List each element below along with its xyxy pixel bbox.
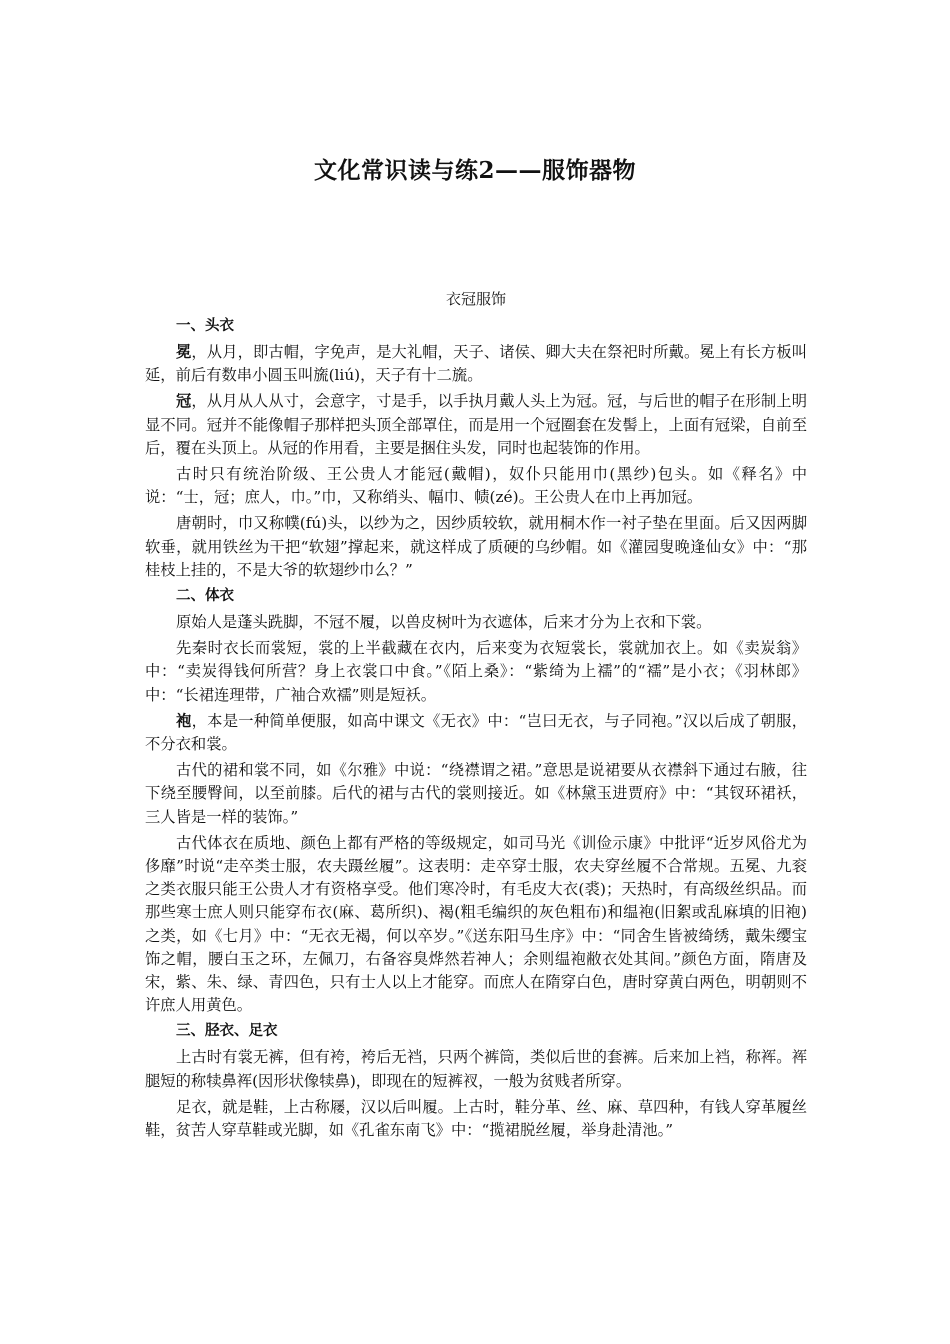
- paragraph-shoes: 足衣，就是鞋，上古称屦，汉以后叫履。上古时，鞋分革、丝、麻、草四种，有钱人穿革履丝鞋，贫苦人穿草鞋或光脚，如《孔雀东南飞》中：“揽裙脱丝履，举身赴清池。”: [145, 1097, 807, 1140]
- heading-body-wear: 二、体衣: [176, 588, 234, 605]
- paragraph-text: ，本是一种简单便服，如高中课文《无衣》中：“岂曰无衣，与子同袍。”汉以后成了朝服，不分衣和裳。: [145, 711, 807, 754]
- heading-head-wear: 一、头衣: [176, 318, 234, 334]
- document-body: [145, 288, 807, 1145]
- term-pao: 袍: [176, 711, 192, 730]
- paragraph-text: ，从月从人从寸，会意字，寸是手，以手执月戴人头上为冠。冠，与后世的帽子在形制上明显不同。冠并不能像帽子那样把头顶全部罩住，而是用一个冠圈套在发髻上，上面有冠梁，自前至后，覆在头顶上。从冠的作用看，主要是捆住头发，同时也起装饰的作用。: [145, 392, 807, 457]
- paragraph-pao: [145, 710, 807, 756]
- paragraph-text: ，从月，即古帽，字免声，是大礼帽，天子、诸侯、卿大夫在祭祀时所戴。冕上有长方板叫延，前后有数串小圆玉叫旒(liú)，天子有十二旒。: [145, 343, 807, 385]
- heading-leg-foot-wear: 三、胫衣、足衣: [176, 1023, 278, 1040]
- paragraph-mian: [145, 341, 807, 387]
- paragraph-rank: 古代体衣在质地、颜色上都有严格的等级规定，如司马光《训俭示康》中批评“近岁风俗尤为侈靡”时说“走卒类士服，农夫蹑丝履”。这表明：走卒穿士服，农夫穿丝履不合常规。五冕、九衮之类衣服只能王公贵人才有资格享受。他们寒冷时，有毛皮大衣(裘)；天热时，有高级丝织品。而那些寒士庶人则只能穿布衣(麻、葛所织)、褐(粗毛编织的灰色粗布)和缊袍(旧絮或乱麻填的旧袍)之类，如《七月》中：“无衣无褐，何以卒岁。”《送东阳马生序》中：“同舍生皆被绮绣，戴朱缨宝饰之帽，腰白玉之环，左佩刀，右备容臭烨然若神人；余则缊袍敝衣处其间。”颜色方面，隋唐及宋，紫、朱、绿、青四色，只有士人以上才能穿。而庶人在隋穿白色，唐时穿黄白两色，明朝则不许庶人用黄色。: [145, 833, 807, 1015]
- paragraph-primitive: 原始人是蓬头跣脚，不冠不履，以兽皮树叶为衣遮体，后来才分为上衣和下裳。: [176, 613, 712, 632]
- page-title: 文化常识读与练2——服饰器物: [313, 157, 636, 184]
- paragraph-guan: [145, 390, 807, 460]
- paragraph-qun: 古代的裙和裳不同，如《尔雅》中说：“绕襟谓之裙。”意思是说裙要从衣襟斜下通过右腋，往下绕至腰臀间，以至前膝。后代的裙与古代的裳则接近。如《林黛玉进贾府》中：“其钗环裙袄，三人皆是一样的装饰。”: [145, 761, 807, 826]
- term-mian: 冕: [176, 343, 192, 361]
- paragraph-futou: 唐朝时，巾又称幞(fú)头，以纱为之，因纱质较软，就用桐木作一衬子垫在里面。后又因两脚软垂，就用铁丝为干把“软翅”撑起来，就这样成了质硬的乌纱帽。如《灌园叟晚逢仙女》中：“那桂枝上挂的，不是大爷的软翅纱巾么？”: [145, 514, 807, 579]
- paragraph-jin: 古时只有统治阶级、王公贵人才能冠(戴帽)，奴仆只能用巾(黑纱)包头。如《释名》中说：“士，冠；庶人，巾。”巾，又称绡头、幅巾、帻(zé)。王公贵人在巾上再加冠。: [145, 465, 807, 507]
- paragraph-yi-shang: 先秦时衣长而裳短，裳的上半截藏在衣内，后来变为衣短裳长，裳就加衣上。如《卖炭翁》中：“卖炭得钱何所营？身上衣裳口中食。”《陌上桑》：“紫绮为上襦”的“襦”是小衣；《羽林郎》中：“长裙连理带，广袖合欢襦”则是短袄。: [145, 639, 807, 704]
- paragraph-ku: 上古时有裳无裤，但有袴，袴后无裆，只两个裤筒，类似后世的套裤。后来加上裆，称裈。裈腿短的称犊鼻裈(因形状像犊鼻)，即现在的短裤衩，一般为贫贱者所穿。: [145, 1048, 807, 1090]
- section-title: 衣冠服饰: [445, 290, 506, 308]
- term-guan: 冠: [176, 392, 192, 411]
